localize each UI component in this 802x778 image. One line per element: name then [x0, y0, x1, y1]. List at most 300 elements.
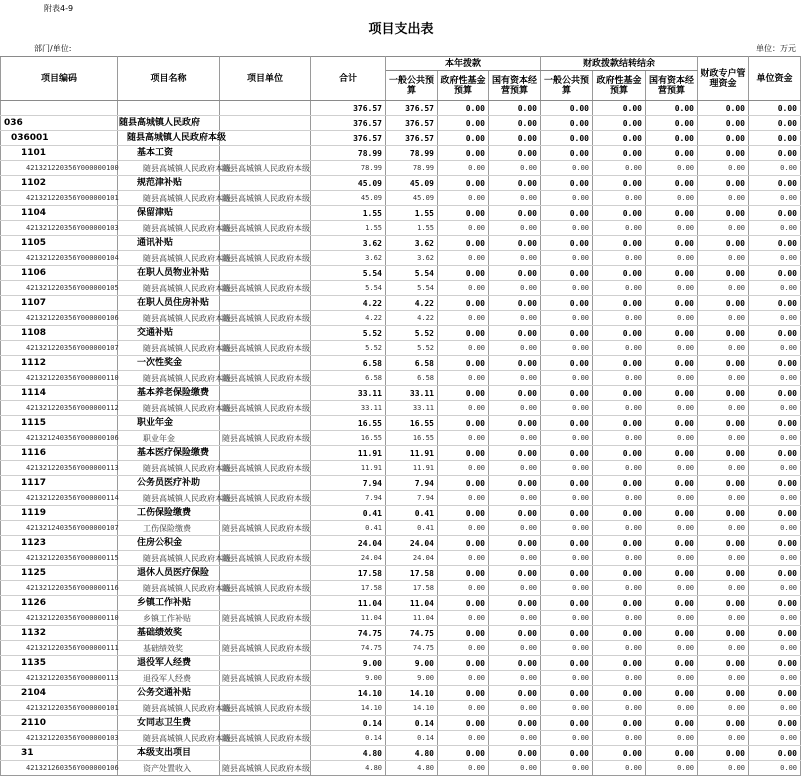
total-cell: 0.14 [311, 716, 386, 731]
total-cell: 9.00 [311, 656, 386, 671]
current-general-public-cell: 6.58 [386, 356, 438, 371]
unit-funds-cell: 0.00 [749, 566, 801, 581]
carryover-state-capital-cell: 0.00 [646, 431, 698, 446]
current-state-capital-cell: 0.00 [489, 476, 541, 491]
project-name-cell: 基础绩效奖 [118, 626, 220, 641]
carryover-state-capital-cell: 0.00 [646, 446, 698, 461]
special-account-funds-cell: 0.00 [698, 296, 749, 311]
total-cell: 5.52 [311, 326, 386, 341]
current-gov-fund-cell: 0.00 [438, 116, 489, 131]
current-state-capital-cell: 0.00 [489, 161, 541, 176]
carryover-gov-fund-cell: 0.00 [593, 671, 646, 686]
current-gov-fund-cell: 0.00 [438, 356, 489, 371]
project-unit-cell [220, 446, 311, 461]
current-general-public-cell: 7.94 [386, 476, 438, 491]
carryover-gov-fund-cell: 0.00 [593, 206, 646, 221]
project-name-cell: 随县高城镇人民政府本级 [118, 191, 220, 206]
current-gov-fund-cell: 0.00 [438, 296, 489, 311]
carryover-state-capital-cell: 0.00 [646, 656, 698, 671]
current-gov-fund-cell: 0.00 [438, 536, 489, 551]
special-account-funds-cell: 0.00 [698, 221, 749, 236]
current-gov-fund-cell: 0.00 [438, 641, 489, 656]
unit-funds-cell: 0.00 [749, 236, 801, 251]
special-account-funds-cell: 0.00 [698, 656, 749, 671]
current-state-capital-cell: 0.00 [489, 746, 541, 761]
carryover-state-capital-cell: 0.00 [646, 686, 698, 701]
unit-funds-cell: 0.00 [749, 761, 801, 776]
carryover-state-capital-cell: 0.00 [646, 251, 698, 266]
department-label: 部门/单位: [34, 44, 72, 53]
carryover-general-public-cell: 0.00 [541, 626, 593, 641]
header-current-general-public: 一般公共预算 [386, 71, 438, 101]
project-name-cell: 基础绩效奖 [118, 641, 220, 656]
total-cell: 24.04 [311, 536, 386, 551]
total-cell: 6.58 [311, 371, 386, 386]
current-gov-fund-cell: 0.00 [438, 401, 489, 416]
project-unit-cell: 随县高城镇人民政府本级 [220, 341, 311, 356]
current-general-public-cell: 6.58 [386, 371, 438, 386]
header-carryover-general-public: 一般公共预算 [541, 71, 593, 101]
unit-funds-cell: 0.00 [749, 701, 801, 716]
table-row [1, 161, 801, 176]
carryover-gov-fund-cell: 0.00 [593, 221, 646, 236]
project-name-cell: 随县高城镇人民政府本级 [118, 221, 220, 236]
current-general-public-cell: 376.57 [386, 116, 438, 131]
project-code-cell: 1108 [1, 326, 118, 341]
table-row [1, 491, 801, 506]
project-code-cell: 421321220356Y000000112 [1, 401, 118, 416]
total-cell: 11.04 [311, 596, 386, 611]
carryover-gov-fund-cell: 0.00 [593, 101, 646, 116]
special-account-funds-cell: 0.00 [698, 611, 749, 626]
project-unit-cell [220, 116, 311, 131]
special-account-funds-cell: 0.00 [698, 266, 749, 281]
table-row [1, 206, 801, 221]
project-unit-cell: 随县高城镇人民政府本级 [220, 551, 311, 566]
current-state-capital-cell: 0.00 [489, 356, 541, 371]
special-account-funds-cell: 0.00 [698, 131, 749, 146]
unit-funds-cell: 0.00 [749, 521, 801, 536]
special-account-funds-cell: 0.00 [698, 326, 749, 341]
project-name-cell: 随县高城镇人民政府本级 [118, 731, 220, 746]
table-row [1, 506, 801, 521]
project-name-cell: 乡镇工作补贴 [118, 611, 220, 626]
current-gov-fund-cell: 0.00 [438, 281, 489, 296]
table-row [1, 131, 801, 146]
carryover-general-public-cell: 0.00 [541, 326, 593, 341]
carryover-state-capital-cell: 0.00 [646, 191, 698, 206]
project-unit-cell: 随县高城镇人民政府本级 [220, 251, 311, 266]
current-gov-fund-cell: 0.00 [438, 161, 489, 176]
special-account-funds-cell: 0.00 [698, 416, 749, 431]
current-state-capital-cell: 0.00 [489, 566, 541, 581]
current-general-public-cell: 78.99 [386, 161, 438, 176]
current-gov-fund-cell: 0.00 [438, 326, 489, 341]
current-state-capital-cell: 0.00 [489, 536, 541, 551]
project-unit-cell: 随县高城镇人民政府本级 [220, 701, 311, 716]
total-cell: 45.09 [311, 176, 386, 191]
carryover-gov-fund-cell: 0.00 [593, 476, 646, 491]
unit-funds-cell: 0.00 [749, 386, 801, 401]
current-general-public-cell: 3.62 [386, 236, 438, 251]
total-cell: 0.41 [311, 506, 386, 521]
total-cell: 7.94 [311, 476, 386, 491]
header-project-unit: 项目单位 [220, 57, 311, 101]
carryover-general-public-cell: 0.00 [541, 101, 593, 116]
project-code-cell: 421321220356Y000000110 [1, 611, 118, 626]
unit-funds-cell: 0.00 [749, 491, 801, 506]
current-general-public-cell: 4.80 [386, 761, 438, 776]
carryover-state-capital-cell: 0.00 [646, 761, 698, 776]
total-cell: 11.91 [311, 446, 386, 461]
project-code-cell: 421321220356Y000000107 [1, 341, 118, 356]
project-unit-cell [220, 716, 311, 731]
unit-funds-cell: 0.00 [749, 626, 801, 641]
unit-funds-cell: 0.00 [749, 146, 801, 161]
current-state-capital-cell: 0.00 [489, 626, 541, 641]
carryover-general-public-cell: 0.00 [541, 686, 593, 701]
current-gov-fund-cell: 0.00 [438, 416, 489, 431]
special-account-funds-cell: 0.00 [698, 386, 749, 401]
carryover-state-capital-cell: 0.00 [646, 701, 698, 716]
carryover-general-public-cell: 0.00 [541, 476, 593, 491]
current-state-capital-cell: 0.00 [489, 146, 541, 161]
carryover-state-capital-cell: 0.00 [646, 116, 698, 131]
table-row [1, 431, 801, 446]
current-gov-fund-cell: 0.00 [438, 491, 489, 506]
current-state-capital-cell: 0.00 [489, 221, 541, 236]
carryover-state-capital-cell: 0.00 [646, 566, 698, 581]
project-unit-cell: 随县高城镇人民政府本级 [220, 611, 311, 626]
current-state-capital-cell: 0.00 [489, 716, 541, 731]
project-unit-cell [220, 146, 311, 161]
carryover-gov-fund-cell: 0.00 [593, 731, 646, 746]
carryover-gov-fund-cell: 0.00 [593, 431, 646, 446]
current-state-capital-cell: 0.00 [489, 326, 541, 341]
table-row [1, 536, 801, 551]
project-unit-cell [220, 206, 311, 221]
unit-funds-cell: 0.00 [749, 101, 801, 116]
project-name-cell: 退役军人经费 [118, 671, 220, 686]
carryover-gov-fund-cell: 0.00 [593, 191, 646, 206]
carryover-state-capital-cell: 0.00 [646, 236, 698, 251]
special-account-funds-cell: 0.00 [698, 596, 749, 611]
current-state-capital-cell: 0.00 [489, 251, 541, 266]
current-state-capital-cell: 0.00 [489, 581, 541, 596]
current-state-capital-cell: 0.00 [489, 761, 541, 776]
table-row [1, 566, 801, 581]
project-unit-cell [220, 566, 311, 581]
table-row [1, 611, 801, 626]
project-name-cell: 在职人员住房补贴 [118, 296, 220, 311]
carryover-general-public-cell: 0.00 [541, 746, 593, 761]
total-cell: 78.99 [311, 146, 386, 161]
current-state-capital-cell: 0.00 [489, 176, 541, 191]
current-gov-fund-cell: 0.00 [438, 236, 489, 251]
table-body [1, 101, 801, 776]
current-state-capital-cell: 0.00 [489, 101, 541, 116]
carryover-general-public-cell: 0.00 [541, 566, 593, 581]
current-state-capital-cell: 0.00 [489, 266, 541, 281]
project-code-cell: 1114 [1, 386, 118, 401]
carryover-gov-fund-cell: 0.00 [593, 506, 646, 521]
unit-funds-cell: 0.00 [749, 506, 801, 521]
carryover-general-public-cell: 0.00 [541, 521, 593, 536]
project-name-cell: 随县高城镇人民政府本级 [118, 311, 220, 326]
total-cell: 4.80 [311, 746, 386, 761]
project-code-cell: 421321220356Y000000100 [1, 161, 118, 176]
unit-funds-cell: 0.00 [749, 251, 801, 266]
unit-funds-cell: 0.00 [749, 341, 801, 356]
project-code-cell: 1125 [1, 566, 118, 581]
project-unit-cell [220, 296, 311, 311]
current-gov-fund-cell: 0.00 [438, 686, 489, 701]
project-unit-cell [220, 746, 311, 761]
special-account-funds-cell: 0.00 [698, 461, 749, 476]
special-account-funds-cell: 0.00 [698, 446, 749, 461]
table-row [1, 296, 801, 311]
project-code-cell: 421321220356Y000000106 [1, 311, 118, 326]
current-gov-fund-cell: 0.00 [438, 746, 489, 761]
current-general-public-cell: 5.52 [386, 326, 438, 341]
project-code-cell: 421321220356Y000000105 [1, 281, 118, 296]
unit-funds-cell: 0.00 [749, 446, 801, 461]
carryover-gov-fund-cell: 0.00 [593, 521, 646, 536]
current-general-public-cell: 16.55 [386, 416, 438, 431]
project-name-cell: 随县高城镇人民政府本级 [118, 491, 220, 506]
table-row [1, 341, 801, 356]
header-group-current-year: 本年拨款 [386, 57, 541, 71]
carryover-gov-fund-cell: 0.00 [593, 371, 646, 386]
carryover-general-public-cell: 0.00 [541, 431, 593, 446]
total-cell: 14.10 [311, 701, 386, 716]
project-unit-cell [220, 506, 311, 521]
current-general-public-cell: 4.22 [386, 311, 438, 326]
carryover-general-public-cell: 0.00 [541, 296, 593, 311]
project-code-cell [1, 101, 118, 116]
carryover-gov-fund-cell: 0.00 [593, 536, 646, 551]
carryover-general-public-cell: 0.00 [541, 236, 593, 251]
project-unit-cell: 随县高城镇人民政府本级 [220, 641, 311, 656]
carryover-gov-fund-cell: 0.00 [593, 356, 646, 371]
project-unit-cell: 随县高城镇人民政府本级 [220, 581, 311, 596]
project-code-cell: 1101 [1, 146, 118, 161]
total-cell: 0.41 [311, 521, 386, 536]
project-name-cell: 本级支出项目 [118, 746, 220, 761]
table-row [1, 116, 801, 131]
current-state-capital-cell: 0.00 [489, 521, 541, 536]
project-code-cell: 421321220356Y000000104 [1, 251, 118, 266]
unit-funds-cell: 0.00 [749, 326, 801, 341]
special-account-funds-cell: 0.00 [698, 176, 749, 191]
current-general-public-cell: 9.00 [386, 656, 438, 671]
carryover-state-capital-cell: 0.00 [646, 131, 698, 146]
current-gov-fund-cell: 0.00 [438, 266, 489, 281]
table-row [1, 251, 801, 266]
current-state-capital-cell: 0.00 [489, 656, 541, 671]
total-cell: 45.09 [311, 191, 386, 206]
total-cell: 3.62 [311, 236, 386, 251]
total-cell: 4.22 [311, 311, 386, 326]
carryover-gov-fund-cell: 0.00 [593, 176, 646, 191]
special-account-funds-cell: 0.00 [698, 536, 749, 551]
current-general-public-cell: 376.57 [386, 131, 438, 146]
current-general-public-cell: 16.55 [386, 431, 438, 446]
current-state-capital-cell: 0.00 [489, 341, 541, 356]
current-general-public-cell: 14.10 [386, 686, 438, 701]
current-state-capital-cell: 0.00 [489, 236, 541, 251]
total-cell: 74.75 [311, 641, 386, 656]
carryover-state-capital-cell: 0.00 [646, 536, 698, 551]
total-cell: 17.58 [311, 566, 386, 581]
current-gov-fund-cell: 0.00 [438, 251, 489, 266]
project-unit-cell [220, 131, 311, 146]
carryover-gov-fund-cell: 0.00 [593, 701, 646, 716]
project-name-cell: 公务员医疗补助 [118, 476, 220, 491]
special-account-funds-cell: 0.00 [698, 506, 749, 521]
unit-funds-cell: 0.00 [749, 671, 801, 686]
project-unit-cell [220, 656, 311, 671]
unit-funds-cell: 0.00 [749, 656, 801, 671]
carryover-gov-fund-cell: 0.00 [593, 266, 646, 281]
project-name-cell: 规范津补贴 [118, 176, 220, 191]
current-state-capital-cell: 0.00 [489, 431, 541, 446]
current-gov-fund-cell: 0.00 [438, 596, 489, 611]
current-gov-fund-cell: 0.00 [438, 671, 489, 686]
unit-funds-cell: 0.00 [749, 431, 801, 446]
project-name-cell: 随县高城镇人民政府本级 [118, 251, 220, 266]
table-row [1, 626, 801, 641]
current-general-public-cell: 11.04 [386, 596, 438, 611]
project-code-cell: 421321220356Y000000114 [1, 491, 118, 506]
table-row [1, 191, 801, 206]
current-general-public-cell: 24.04 [386, 536, 438, 551]
current-gov-fund-cell: 0.00 [438, 131, 489, 146]
special-account-funds-cell: 0.00 [698, 581, 749, 596]
current-general-public-cell: 11.91 [386, 461, 438, 476]
project-unit-cell [220, 176, 311, 191]
total-cell: 376.57 [311, 131, 386, 146]
current-state-capital-cell: 0.00 [489, 401, 541, 416]
current-state-capital-cell: 0.00 [489, 386, 541, 401]
header-total: 合计 [311, 57, 386, 101]
carryover-general-public-cell: 0.00 [541, 491, 593, 506]
header-current-gov-fund: 政府性基金预算 [438, 71, 489, 101]
special-account-funds-cell: 0.00 [698, 686, 749, 701]
special-account-funds-cell: 0.00 [698, 491, 749, 506]
unit-funds-cell: 0.00 [749, 731, 801, 746]
current-gov-fund-cell: 0.00 [438, 341, 489, 356]
project-code-cell: 2104 [1, 686, 118, 701]
carryover-state-capital-cell: 0.00 [646, 266, 698, 281]
table-row [1, 176, 801, 191]
carryover-state-capital-cell: 0.00 [646, 461, 698, 476]
current-gov-fund-cell: 0.00 [438, 371, 489, 386]
special-account-funds-cell: 0.00 [698, 551, 749, 566]
table-row [1, 461, 801, 476]
carryover-state-capital-cell: 0.00 [646, 551, 698, 566]
carryover-general-public-cell: 0.00 [541, 191, 593, 206]
current-state-capital-cell: 0.00 [489, 506, 541, 521]
carryover-general-public-cell: 0.00 [541, 161, 593, 176]
carryover-gov-fund-cell: 0.00 [593, 416, 646, 431]
table-row [1, 266, 801, 281]
carryover-general-public-cell: 0.00 [541, 206, 593, 221]
carryover-general-public-cell: 0.00 [541, 731, 593, 746]
carryover-state-capital-cell: 0.00 [646, 596, 698, 611]
special-account-funds-cell: 0.00 [698, 146, 749, 161]
currency-unit-label: 单位：万元 [756, 44, 796, 53]
carryover-state-capital-cell: 0.00 [646, 386, 698, 401]
carryover-state-capital-cell: 0.00 [646, 506, 698, 521]
page-title: 项目支出表 [368, 22, 434, 37]
project-name-cell: 随县高城镇人民政府本级 [118, 551, 220, 566]
unit-funds-cell: 0.00 [749, 266, 801, 281]
current-state-capital-cell: 0.00 [489, 131, 541, 146]
project-code-cell: 421321260356Y000000106 [1, 761, 118, 776]
unit-funds-cell: 0.00 [749, 596, 801, 611]
project-code-cell: 1135 [1, 656, 118, 671]
total-cell: 5.52 [311, 341, 386, 356]
current-state-capital-cell: 0.00 [489, 416, 541, 431]
project-name-cell: 工伤保险缴费 [118, 521, 220, 536]
table-row [1, 761, 801, 776]
project-unit-cell: 随县高城镇人民政府本级 [220, 671, 311, 686]
total-cell: 74.75 [311, 626, 386, 641]
carryover-gov-fund-cell: 0.00 [593, 251, 646, 266]
unit-funds-cell: 0.00 [749, 746, 801, 761]
project-code-cell: 1116 [1, 446, 118, 461]
project-code-cell: 1119 [1, 506, 118, 521]
table-row [1, 356, 801, 371]
carryover-gov-fund-cell: 0.00 [593, 161, 646, 176]
current-general-public-cell: 4.80 [386, 746, 438, 761]
carryover-gov-fund-cell: 0.00 [593, 326, 646, 341]
header-carryover-gov-fund: 政府性基金预算 [593, 71, 646, 101]
special-account-funds-cell: 0.00 [698, 746, 749, 761]
table-row [1, 656, 801, 671]
total-cell: 376.57 [311, 116, 386, 131]
project-unit-cell: 随县高城镇人民政府本级 [220, 191, 311, 206]
current-gov-fund-cell: 0.00 [438, 386, 489, 401]
carryover-gov-fund-cell: 0.00 [593, 761, 646, 776]
carryover-general-public-cell: 0.00 [541, 581, 593, 596]
project-name-cell: 住房公积金 [118, 536, 220, 551]
carryover-gov-fund-cell: 0.00 [593, 281, 646, 296]
carryover-gov-fund-cell: 0.00 [593, 686, 646, 701]
current-gov-fund-cell: 0.00 [438, 611, 489, 626]
current-gov-fund-cell: 0.00 [438, 146, 489, 161]
project-unit-cell [220, 686, 311, 701]
carryover-state-capital-cell: 0.00 [646, 401, 698, 416]
unit-funds-cell: 0.00 [749, 161, 801, 176]
table-row [1, 101, 801, 116]
current-gov-fund-cell: 0.00 [438, 566, 489, 581]
carryover-gov-fund-cell: 0.00 [593, 311, 646, 326]
current-gov-fund-cell: 0.00 [438, 431, 489, 446]
project-name-cell: 乡镇工作补贴 [118, 596, 220, 611]
unit-funds-cell: 0.00 [749, 356, 801, 371]
project-code-cell: 036 [1, 116, 118, 131]
unit-funds-cell: 0.00 [749, 476, 801, 491]
current-state-capital-cell: 0.00 [489, 371, 541, 386]
current-general-public-cell: 0.41 [386, 506, 438, 521]
current-general-public-cell: 3.62 [386, 251, 438, 266]
carryover-general-public-cell: 0.00 [541, 371, 593, 386]
table-row [1, 371, 801, 386]
project-name-cell: 随县高城镇人民政府本级 [118, 461, 220, 476]
carryover-gov-fund-cell: 0.00 [593, 461, 646, 476]
